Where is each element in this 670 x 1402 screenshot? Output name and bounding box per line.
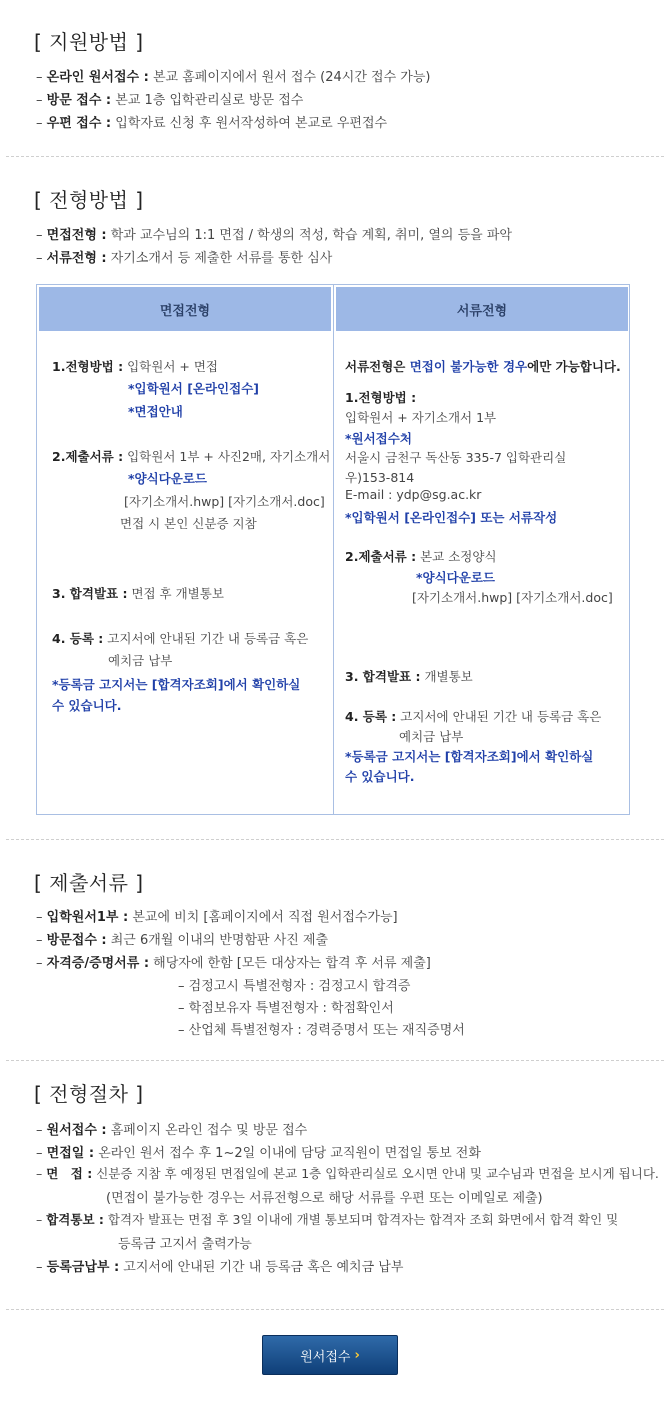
process-item-payment: – 등록금납부 : 고지서에 안내된 기간 내 등록금 혹은 예치금 납부 [36, 1260, 404, 1275]
right-email: E-mail : ydp@sg.ac.kr [345, 487, 482, 502]
right-zip: 우)153-814 [345, 470, 415, 485]
process-item-application: – 원서접수 : 홈페이지 온라인 접수 및 방문 접수 [36, 1123, 308, 1138]
section-title-apply-method: [ 지원방법 ] [34, 30, 144, 54]
documents-item-certificate: – 자격증/증명서류 : 해당자에 한함 [모든 대상자는 합격 후 서류 제출] [36, 956, 431, 971]
left-id-note: 면접 시 본인 신분증 지참 [120, 516, 257, 531]
left-form-files[interactable]: [자기소개서.hwp] [자기소개서.doc] [124, 494, 325, 509]
documents-sub-item: – 산업체 특별전형자 : 경력증명서 또는 재직증명서 [178, 1023, 465, 1038]
apply-item-visit: – 방문 접수 : 본교 1층 입학관리실로 방문 접수 [36, 93, 304, 108]
interview-guide-link[interactable]: *면접안내 [128, 404, 183, 419]
process-item-result-cont: 등록금 고지서 출력가능 [118, 1237, 252, 1252]
section-title-process: [ 전형절차 ] [34, 1082, 144, 1106]
right-method-label: 1.전형방법 : [345, 390, 417, 405]
right-address: 서울시 금천구 독산동 335-7 입학관리실 [345, 450, 567, 465]
right-documents: 2.제출서류 : 본교 소정양식 [345, 549, 497, 564]
section-title-screening-method: [ 전형방법 ] [34, 188, 144, 212]
apply-item-online: – 온라인 원서접수 : 본교 홈페이지에서 원서 접수 (24시간 접수 가능) [36, 70, 431, 85]
right-registration-cont: 예치금 납부 [399, 729, 464, 744]
left-online-apply-link[interactable]: *입학원서 [온라인접수] [128, 381, 259, 396]
apply-item-mail: – 우편 접수 : 입학자료 신청 후 원서작성하여 본교로 우편접수 [36, 116, 388, 131]
process-item-interview-date: – 면접일 : 온라인 원서 접수 후 1~2일 이내에 담당 교직원이 면접일 통보 전화 [36, 1146, 481, 1161]
process-item-interview-note: (면접이 불가능한 경우는 서류전형으로 해당 서류를 우편 또는 이메일로 제출) [106, 1191, 543, 1206]
table-column-divider [333, 285, 334, 814]
right-reception-label: *원서접수처 [345, 431, 412, 446]
chevron-right-icon: › [354, 1347, 360, 1363]
left-method: 1.전형방법 : 입학원서 + 면접 [52, 359, 218, 374]
documents-sub-item: – 검정고시 특별전형자 : 검정고시 합격증 [178, 979, 411, 994]
documents-sub-item: – 학점보유자 특별전형자 : 학점확인서 [178, 1001, 394, 1016]
apply-submit-label: 원서접수 [300, 1349, 351, 1365]
screening-table [36, 284, 630, 815]
right-form-files[interactable]: [자기소개서.hwp] [자기소개서.doc] [412, 590, 613, 605]
right-reg-note-cont: 수 있습니다. [345, 769, 415, 784]
apply-submit-button[interactable] [262, 1335, 398, 1375]
process-item-interview: – 면 접 : 신분증 지참 후 예정된 면접일에 본교 1층 입학관리실로 오시면 안내 및 교수님과 면접을 보시게 됩니다. [36, 1166, 659, 1181]
right-registration: 4. 등록 : 고지서에 안내된 기간 내 등록금 혹은 [345, 709, 602, 724]
right-notice: 서류전형은 면접이 불가능한 경우에만 가능합니다. [345, 359, 621, 374]
left-form-download-link[interactable]: *양식다운로드 [128, 471, 207, 486]
left-registration: 4. 등록 : 고지서에 안내된 기간 내 등록금 혹은 [52, 631, 309, 646]
screening-item-interview: – 면접전형 : 학과 교수님의 1:1 면접 / 학생의 적성, 학습 계획, 취미, 열의 등을 파악 [36, 228, 512, 243]
left-reg-note: *등록금 고지서는 [합격자조회]에서 확인하실 [52, 677, 301, 692]
section-title-documents: [ 제출서류 ] [34, 871, 144, 895]
documents-item-application: – 입학원서1부 : 본교에 비치 [홈페이지에서 직접 원서접수가능] [36, 910, 398, 925]
section-divider [6, 839, 664, 840]
left-documents: 2.제출서류 : 입학원서 1부 + 사진2매, 자기소개서 [52, 449, 331, 464]
section-divider [6, 1309, 664, 1310]
screening-item-documents: – 서류전형 : 자기소개서 등 제출한 서류를 통한 심사 [36, 251, 333, 266]
right-result: 3. 합격발표 : 개별통보 [345, 669, 473, 684]
left-registration-cont: 예치금 납부 [108, 653, 173, 668]
documents-item-photo: – 방문접수 : 최근 6개월 이내의 반명함판 사진 제출 [36, 933, 329, 948]
right-reg-note: *등록금 고지서는 [합격자조회]에서 확인하실 [345, 749, 594, 764]
right-form-download-link[interactable]: *양식다운로드 [416, 570, 495, 585]
right-method-text: 입학원서 + 자기소개서 1부 [345, 410, 497, 425]
left-reg-note-cont: 수 있습니다. [52, 698, 122, 713]
table-header-interview: 면접전형 [39, 287, 331, 331]
left-result: 3. 합격발표 : 면접 후 개별통보 [52, 586, 224, 601]
right-online-apply-link[interactable]: *입학원서 [온라인접수] 또는 서류작성 [345, 510, 558, 525]
process-item-result: – 합격통보 : 합격자 발표는 면접 후 3일 이내에 개별 통보되며 합격자는 합격자 조회 화면에서 합격 확인 및 [36, 1212, 619, 1227]
section-divider [6, 1060, 664, 1061]
table-header-document: 서류전형 [336, 287, 628, 331]
section-divider [6, 156, 664, 157]
